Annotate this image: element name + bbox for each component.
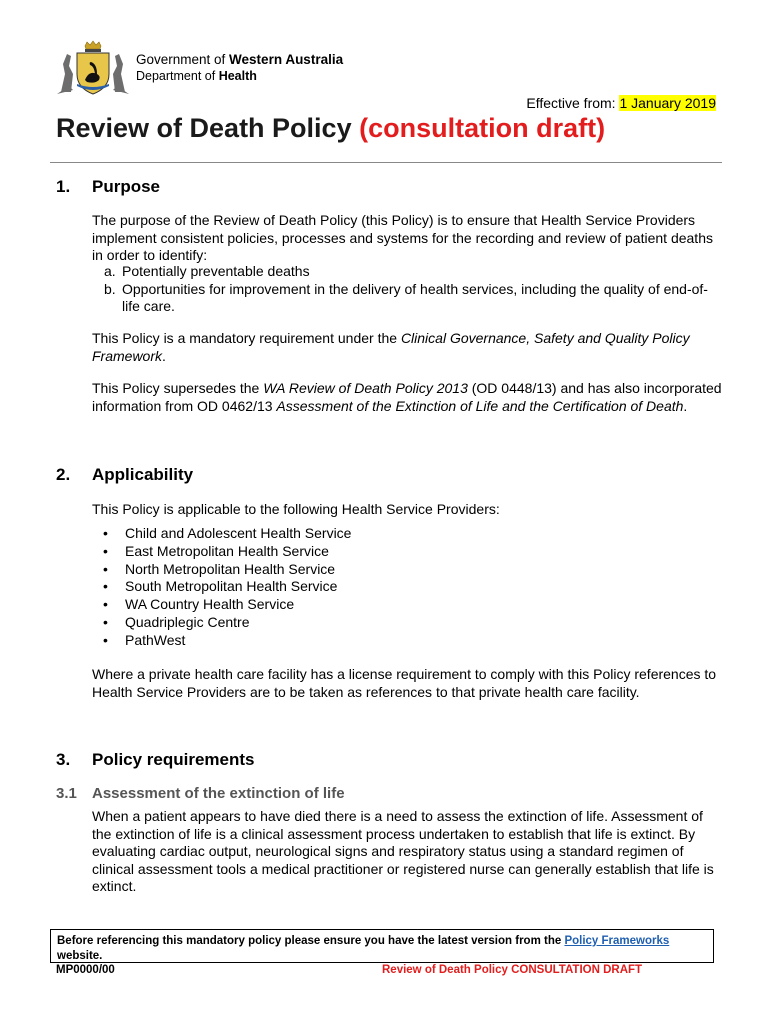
supersedes-suffix: . [683, 397, 688, 414]
effective-label: Effective from: [526, 95, 620, 111]
list-marker: b. [104, 280, 116, 297]
mandatory-statement [92, 330, 722, 365]
list-marker: a. [104, 263, 116, 279]
dept-prefix: Department of [136, 69, 219, 83]
supersedes-statement [92, 380, 722, 415]
list-item: • PathWest [92, 632, 722, 650]
title-divider [50, 162, 722, 163]
footer-notice-suffix: website. [57, 950, 103, 962]
incorporated-document-name: Assessment of the Extinction of Life and the Certification of Death [276, 397, 684, 414]
list-item: • WA Country Health Service [92, 596, 722, 614]
title-main: Review of Death Policy [56, 113, 360, 143]
section-2-heading: Applicability [92, 465, 194, 484]
list-item: • Child and Adolescent Health Service [92, 525, 722, 543]
superseded-policy-name: WA Review of Death Policy 2013 [263, 380, 468, 396]
mandatory-prefix: This Policy is a mandatory requirement under the [92, 330, 401, 346]
supersedes-middle: (OD 0448/13) and has also incorporated information from OD 0462/13 [92, 380, 722, 414]
purpose-intro: The purpose of the Review of Death Policy (this Policy) is to ensure that Health Service Providers implement consistent policies, processes and systems for the recording and review of patient deaths in order to identify: [92, 212, 713, 263]
dept-bold: Health [218, 69, 257, 83]
section-3-heading: Policy requirements [92, 750, 255, 769]
footer-notice [50, 929, 714, 963]
organisation-name [136, 52, 343, 84]
footer-notice-prefix: Before referencing this mandatory policy please ensure you have the latest version from the [57, 935, 565, 947]
policy-frameworks-link[interactable]: Policy Frameworks [564, 935, 670, 947]
list-item-text: Opportunities for improvement in the delivery of health services, including the quality of end-of-life care. [122, 280, 708, 314]
list-item: • North Metropolitan Health Service [92, 561, 722, 579]
provider-list [92, 525, 722, 650]
framework-name: Clinical Governance, Safety and Quality Policy Framework [92, 330, 690, 364]
org-bold: Western Australia [229, 52, 344, 67]
section-1-number: 1. [56, 177, 71, 196]
subsection-3-1-heading: Assessment of the extinction of life [92, 785, 345, 802]
supersedes-prefix: This Policy supersedes the [92, 380, 264, 396]
page-title [56, 113, 605, 144]
list-item-text: Potentially preventable deaths [122, 263, 310, 279]
title-draft-label: (consultation draft) [359, 113, 606, 143]
extinction-of-life-text: When a patient appears to have died there is a need to assess the extinction of life. Assessment of the extinction of life is a clinical assessment process undertaken to establish that life is extinct. By evaluating cardiac output, neurological signs and respiratory status using a standard regimen of clinical assessment tools a medical practitioner or registered nurse can generally establish that life is extinct. [92, 808, 714, 894]
subsection-3-1-number: 3.1 [56, 785, 77, 802]
purpose-list [92, 263, 722, 316]
list-item [92, 281, 722, 316]
effective-date: 1 January 2019 [619, 95, 716, 111]
list-item: • Quadriplegic Centre [92, 614, 722, 632]
applicability-intro: This Policy is applicable to the following Health Service Providers: [92, 501, 500, 517]
document-id: MP0000/00 [56, 964, 115, 976]
section-3-number: 3. [56, 750, 71, 769]
list-item: • East Metropolitan Health Service [92, 543, 722, 561]
wa-government-crest-icon [55, 40, 131, 96]
mandatory-suffix: . [162, 347, 166, 364]
section-2-number: 2. [56, 465, 71, 484]
private-facility-note: Where a private health care facility has a license requirement to comply with this Policy references to Health Service Providers are to be taken as references to that private health care facility. [92, 666, 717, 700]
footer-document-title: Review of Death Policy CONSULTATION DRAFT [382, 964, 643, 976]
list-item [92, 263, 722, 281]
org-prefix: Government of [136, 52, 230, 67]
effective-date-line [526, 95, 716, 111]
list-item: • South Metropolitan Health Service [92, 578, 722, 596]
section-1-heading: Purpose [92, 177, 161, 196]
